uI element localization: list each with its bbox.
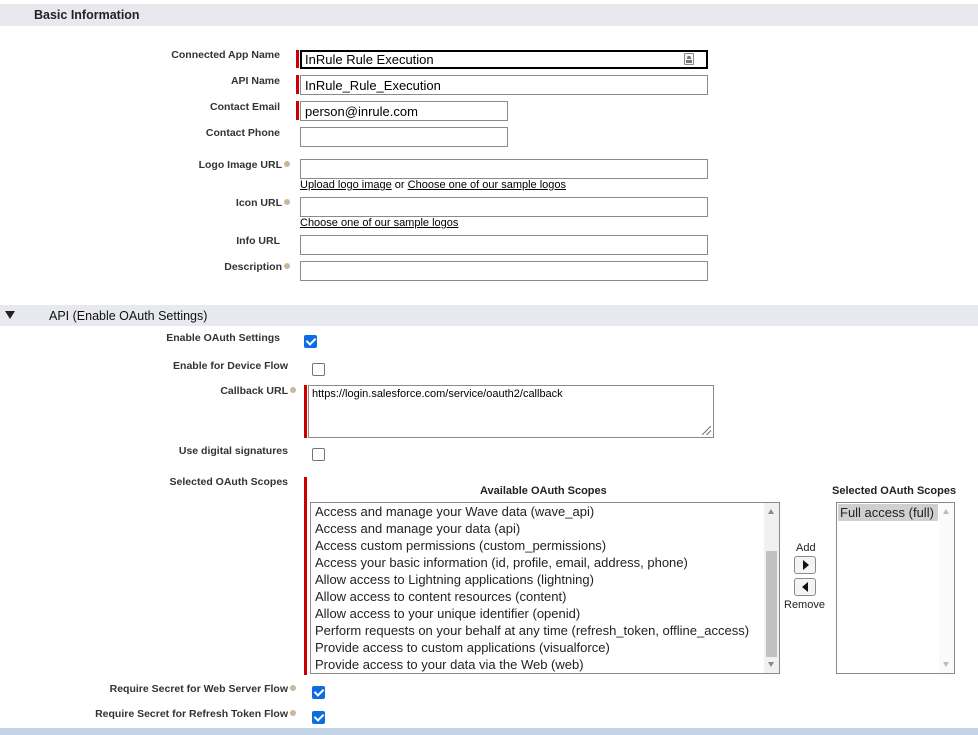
- digital-signatures-label: Use digital signatures: [178, 445, 288, 457]
- contact-phone-label: Contact Phone: [205, 127, 280, 139]
- scope-option[interactable]: Access and manage your Wave data (wave_api): [315, 504, 595, 519]
- icon-sample-logos-link[interactable]: Choose one of our sample logos: [300, 217, 459, 229]
- description-label-text: Description: [224, 261, 282, 273]
- device-flow-label: Enable for Device Flow: [173, 360, 288, 372]
- api-name-input[interactable]: [300, 75, 708, 95]
- available-scopes-list[interactable]: [310, 502, 780, 674]
- help-icon[interactable]: [290, 710, 296, 716]
- scope-option[interactable]: Access your basic information (id, profile, email, address, phone): [315, 555, 688, 570]
- web-server-secret-checkbox[interactable]: [312, 686, 325, 699]
- basic-info-section-header: [0, 4, 978, 26]
- arrow-left-icon: [802, 582, 808, 592]
- refresh-secret-checkbox[interactable]: [312, 711, 325, 724]
- scroll-down-icon[interactable]: [943, 662, 949, 667]
- callback-url-textarea[interactable]: [308, 385, 714, 438]
- logo-url-label-text: Logo Image URL: [198, 159, 282, 171]
- description-label: [224, 261, 290, 273]
- scopes-label: Selected OAuth Scopes: [169, 476, 288, 488]
- required-indicator: [296, 75, 299, 94]
- logo-url-label: [199, 159, 290, 171]
- callback-url-label-text: Callback URL: [220, 385, 288, 397]
- digital-signatures-checkbox[interactable]: [312, 448, 325, 461]
- logo-url-input[interactable]: [300, 159, 708, 179]
- scope-option[interactable]: Provide access to your data via the Web (web): [315, 657, 584, 672]
- help-icon[interactable]: [284, 263, 290, 269]
- help-icon[interactable]: [290, 387, 296, 393]
- info-url-input[interactable]: [300, 235, 708, 255]
- collapse-triangle-icon[interactable]: [5, 311, 15, 319]
- contact-email-input[interactable]: [300, 101, 508, 121]
- available-scopes-header: Available OAuth Scopes: [480, 485, 607, 497]
- help-icon[interactable]: [290, 685, 296, 691]
- device-flow-checkbox[interactable]: [312, 363, 325, 376]
- scope-option[interactable]: Allow access to your unique identifier (openid): [315, 606, 581, 621]
- callback-url-label: [220, 385, 296, 397]
- refresh-secret-label-text: Require Secret for Refresh Token Flow: [95, 708, 288, 720]
- contact-phone-input[interactable]: [300, 127, 508, 147]
- icon-url-label-text: Icon URL: [235, 197, 282, 209]
- scroll-up-icon[interactable]: [943, 509, 949, 514]
- icon-links: [300, 217, 458, 229]
- api-name-label: API Name: [230, 75, 280, 87]
- enable-oauth-label: Enable OAuth Settings: [166, 332, 280, 344]
- icon-url-label: [236, 197, 290, 209]
- web-server-secret-label-text: Require Secret for Web Server Flow: [109, 683, 288, 695]
- add-button[interactable]: [794, 556, 816, 574]
- required-indicator: [296, 101, 299, 120]
- available-scopes-scrollbar[interactable]: [764, 503, 779, 673]
- scrollbar-thumb[interactable]: [766, 551, 777, 657]
- required-indicator: [296, 50, 299, 68]
- logo-links: [300, 179, 566, 191]
- scope-option[interactable]: Access and manage your data (api): [315, 521, 521, 536]
- scope-option[interactable]: Allow access to content resources (content): [315, 589, 567, 604]
- enable-oauth-checkbox[interactable]: [304, 335, 317, 348]
- basic-info-title: Basic Information: [34, 8, 140, 22]
- help-icon[interactable]: [284, 161, 290, 167]
- scroll-down-icon[interactable]: [768, 662, 774, 667]
- remove-button[interactable]: [794, 578, 816, 596]
- app-name-label: Connected App Name: [171, 49, 280, 61]
- app-name-input[interactable]: [300, 50, 708, 69]
- arrow-right-icon: [803, 560, 809, 570]
- info-url-label: Info URL: [236, 235, 280, 247]
- scope-option[interactable]: Allow access to Lightning applications (lightning): [315, 572, 594, 587]
- scope-option[interactable]: Access custom permissions (custom_permissions): [315, 538, 607, 553]
- selected-scopes-list[interactable]: [836, 502, 955, 674]
- selected-scope-option[interactable]: Full access (full): [838, 504, 938, 521]
- icon-url-input[interactable]: [300, 197, 708, 217]
- bottom-section-bar: [0, 728, 978, 735]
- sample-logos-link[interactable]: Choose one of our sample logos: [407, 179, 567, 191]
- add-label: Add: [796, 542, 816, 554]
- web-server-secret-label: [110, 683, 296, 695]
- remove-label: Remove: [784, 599, 825, 611]
- required-indicator: [304, 385, 307, 438]
- description-input[interactable]: [300, 261, 708, 281]
- contact-card-icon[interactable]: [684, 53, 694, 65]
- resize-grip-icon[interactable]: [702, 426, 711, 435]
- scroll-up-icon[interactable]: [768, 509, 774, 514]
- selected-scopes-scrollbar[interactable]: [939, 503, 954, 673]
- scope-option[interactable]: Provide access to custom applications (visualforce): [315, 640, 610, 655]
- upload-logo-link[interactable]: Upload logo image: [300, 179, 392, 191]
- api-section-title: API (Enable OAuth Settings): [49, 309, 208, 323]
- selected-scopes-header: Selected OAuth Scopes: [832, 485, 957, 497]
- refresh-secret-label: [95, 708, 296, 720]
- help-icon[interactable]: [284, 199, 290, 205]
- contact-email-label: Contact Email: [209, 101, 280, 113]
- required-indicator: [304, 477, 307, 675]
- or-text: or: [394, 179, 405, 191]
- scope-option[interactable]: Perform requests on your behalf at any time (refresh_token, offline_access): [315, 623, 750, 638]
